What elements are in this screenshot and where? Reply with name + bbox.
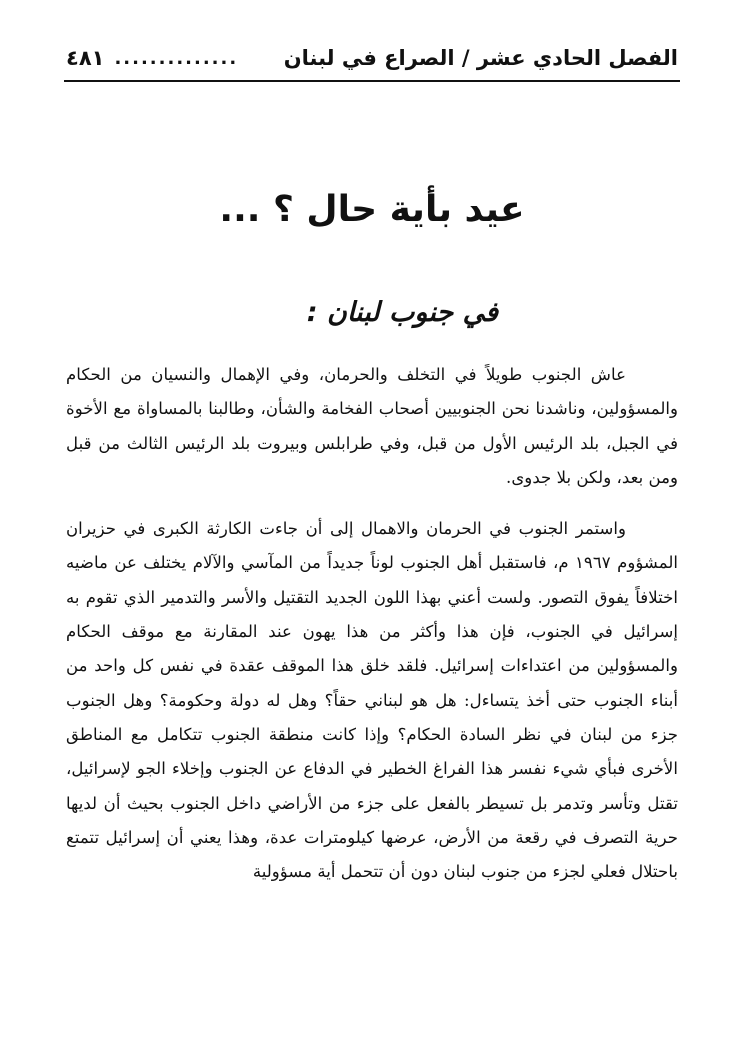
header-rule — [64, 80, 680, 82]
article-body — [66, 358, 678, 889]
page-number: ٤٨١ — [66, 46, 105, 70]
section-subtitle: في جنوب لبنان : — [306, 297, 498, 328]
paragraph-2: واستمر الجنوب في الحرمان والاهمال إلى أن جاءت الكارثة الكبرى في حزيران المشؤوم ١٩٦٧ م، فاستقبل أهل الجنوب لوناً جديداً من المآسي والآلام يختلف عن ماضيه اختلافاً يفوق التصور. ولست أعني بهذا اللون الجديد التقتيل والأسر والتدمير الذي تقوم به إسرائيل في الجنوب، فإن هذا وأكثر من هذا يهون عند المقارنة مع موقف الحكام والمسؤولين من اعتداءات إسرائيل. فلقد خلق هذا الموقف عقدة في نفس كل واحد من أبناء الجنوب حتى أخذ يتساءل: هل هو لبناني حقاً؟ وهل له دولة وحكومة؟ وهل الجنوب جزء من لبنان في نظر السادة الحكام؟ وإذا كانت منطقة الجنوب تتكامل مع المناطق الأخرى فبأي شيء نفسر هذا الفراغ الخطير في الدفاع عن الجنوب وإخلاء الجو لإسرائيل، تقتل وتأسر وتدمر بل تسيطر بالفعل على جزء من الأراضي داخل الجنوب بحيث أن لديها حرية التصرف في رقعة من الأرض، عرضها كيلومترات عدة، وهذا يعني أن إسرائيل تتمتع باحتلال فعلي لجزء من جنوب لبنان دون أن تتحمل أية مسؤولية — [66, 519, 678, 882]
running-header — [66, 38, 678, 78]
article-title: عيد بأية حال ؟ ... — [219, 189, 525, 230]
chapter-title: الفصل الحادي عشر / الصراع في لبنان — [283, 46, 678, 70]
page-number-group — [66, 46, 238, 70]
dot-leader: .............. — [114, 47, 239, 69]
paragraph-1: عاش الجنوب طويلاً في التخلف والحرمان، وفي الإهمال والنسيان من الحكام والمسؤولين، وناشدنا نحن الجنوبيين أصحاب الفخامة والشأن، وطالبنا بالمساواة مع الأخوة في الجبل، بلد الرئيس الأول من قبل، وفي طرابلس وبيروت بلد الرئيس الثالث من قبل ومن بعد، ولكن بلا جدوى. — [66, 365, 678, 487]
